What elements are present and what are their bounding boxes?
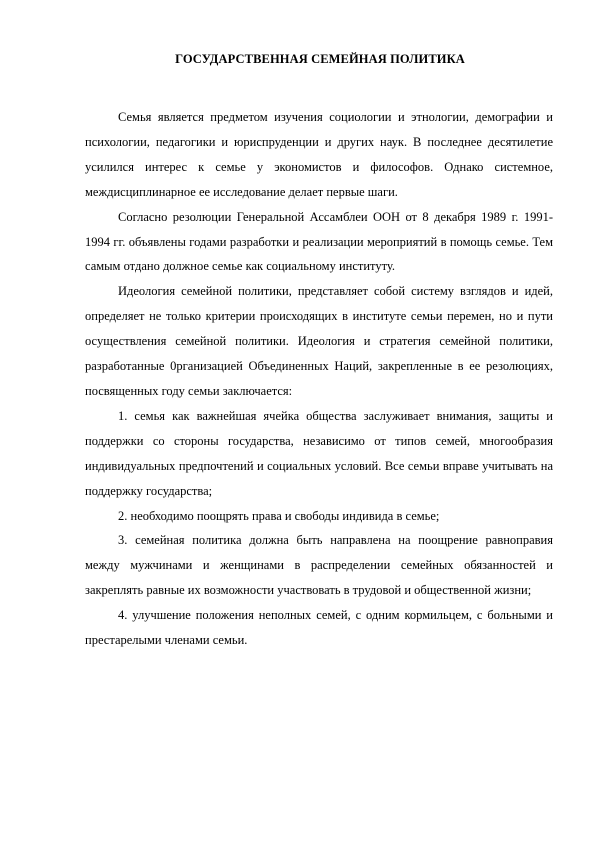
list-item-4: 4. улучшение положения неполных семей, с одним кормильцем, с больными и престарелыми членами семьи.	[85, 608, 553, 648]
list-item-1: 1. семья как важнейшая ячейка общества заслуживает внимания, защиты и поддержки со стороны государства, независимо от типов семей, многообразия индивидуальных предпочтений и социальных условий. Все семьи вправе учитывать на поддержку государства;	[85, 408, 553, 498]
paragraph-ideology: Идеология семейной политики, представляет собой систему взглядов и идей, определяет не только критерии происходящих в институте семьи перемен, но и пути осуществления семейной политики. Идеология и стратегия семейной политики, разработанные 0рганизацией Объединенных Наций, закрепленные в ее резолюциях, посвященных году семьи заключается:	[85, 284, 553, 398]
list-item-3: 3. семейная политика должна быть направлена на поощрение равноправия между мужчинами и женщинами в распределении семейных обязанностей и закреплять равные их возможности участвовать в трудовой и общественной жизни;	[85, 533, 553, 598]
document-title: ГОСУДАРСТВЕННАЯ СЕМЕЙНАЯ ПОЛИТИКА	[175, 52, 465, 66]
list-item-2: 2. необходимо поощрять права и свободы индивида в семье;	[118, 508, 440, 523]
document-body	[85, 105, 553, 653]
paragraph-un-resolution: Согласно резолюции Генеральной Ассамблеи ООН от 8 декабря 1989 г. 1991-1994 гг. объявлены годами разработки и реализации мероприятий в помощь семье. Тем самым отдано должное семье как социальному институту.	[85, 209, 553, 274]
paragraph-family-study: Семья является предметом изучения социологии и этнологии, демографии и психологии, педагогики и юриспруденции и других наук. В последнее десятилетие усилился интерес к семье у экономистов и философов. Однако системное, междисциплинарное ее исследование делает первые шаги.	[85, 110, 553, 199]
